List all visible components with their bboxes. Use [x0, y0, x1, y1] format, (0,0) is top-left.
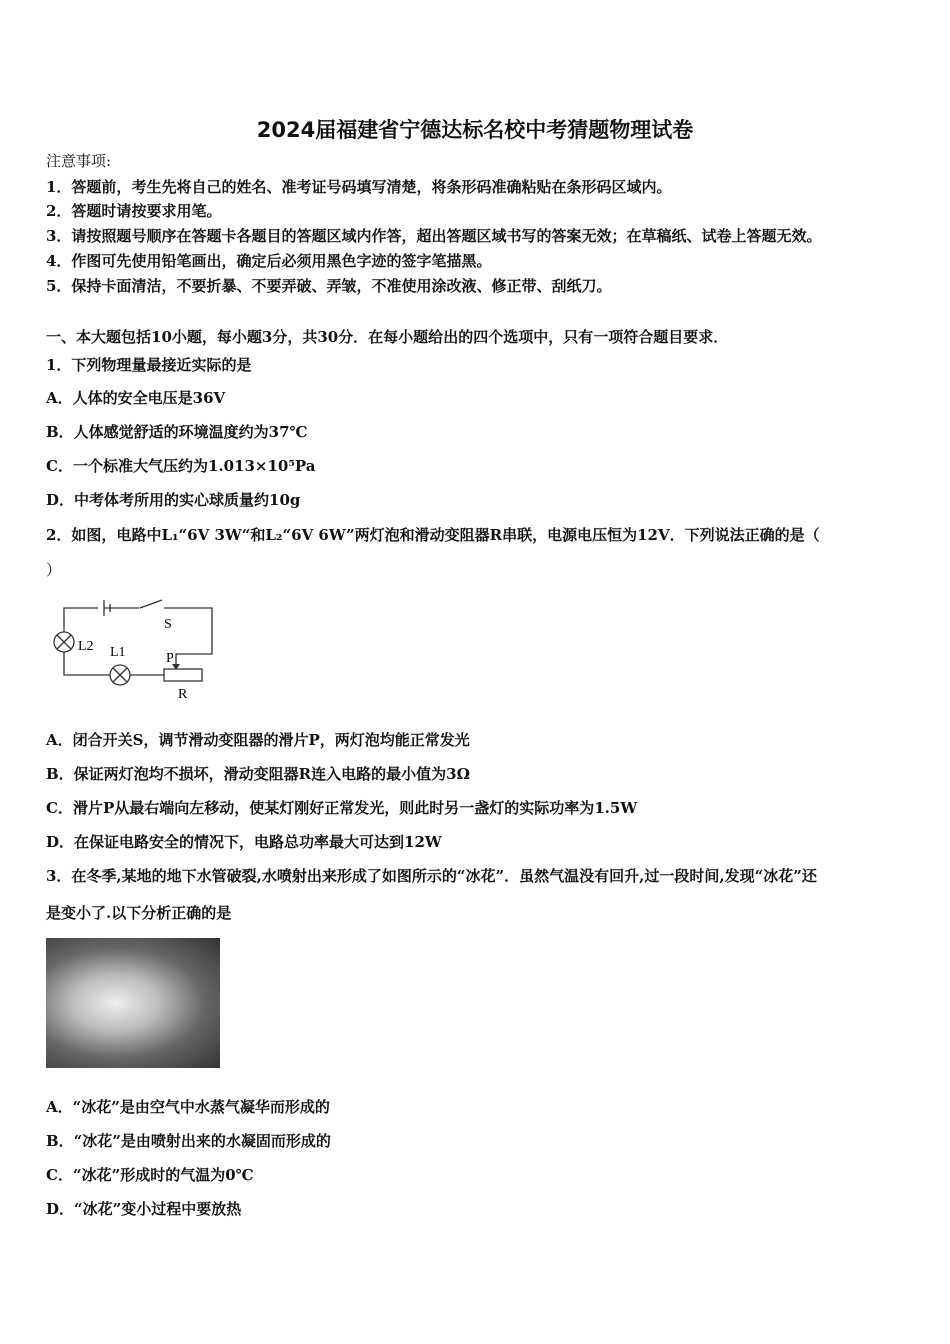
- notice-item: 3．请按照题号顺序在答题卡各题目的答题区域内作答，超出答题区域书写的答案无效；在草稿纸、试卷上答题无效。: [46, 227, 822, 245]
- page-title: 2024届福建省宁德达标名校中考猜题物理试卷: [256, 118, 694, 142]
- label-s: S: [164, 617, 172, 632]
- q3-option-a: A．“冰花”是由空气中水蒸气凝华而形成的: [46, 1098, 330, 1116]
- question-3-stem: 3．在冬季,某地的地下水管破裂,水喷射出来形成了如图所示的“冰花”．虽然气温没有回升,过一段时间,发现“冰花”还: [46, 867, 817, 885]
- label-l2: L2: [78, 639, 94, 654]
- question-3-stem-cont: 是变小了.以下分析正确的是: [46, 904, 232, 922]
- question-2-stem: 2．如图，电路中L₁“6V 3W“和L₂“6V 6W”两灯泡和滑动变阻器R串联，电源电压恒为12V．下列说法正确的是（: [46, 526, 820, 544]
- section-heading: 一、本大题包括10小题，每小题3分，共30分．在每小题给出的四个选项中，只有一项符合题目要求．: [46, 328, 729, 346]
- q2-option-a: A．闭合开关S，调节滑动变阻器的滑片P，两灯泡均能正常发光: [46, 731, 470, 749]
- notice-item: 5．保持卡面清洁，不要折暴、不要弄破、弄皱，不准使用涂改液、修正带、刮纸刀。: [46, 277, 612, 295]
- circuit-diagram: [44, 596, 224, 708]
- q1-option-c: C．一个标准大气压约为1.013×10⁵Pa: [46, 457, 316, 475]
- q3-option-c: C．“冰花”形成时的气温为0℃: [46, 1166, 254, 1184]
- label-p: P: [166, 651, 174, 666]
- question-1-stem: 1．下列物理量最接近实际的是: [46, 356, 252, 374]
- label-r: R: [178, 687, 188, 702]
- q2-option-b: B．保证两灯泡均不损坏，滑动变阻器R连入电路的最小值为3Ω: [46, 765, 470, 783]
- q3-option-d: D．“冰花”变小过程中要放热: [46, 1200, 242, 1218]
- notice-item: 2．答题时请按要求用笔。: [46, 202, 222, 220]
- ice-flower-photo: [46, 938, 220, 1068]
- notice-item: 4．作图可先使用铅笔画出，确定后必须用黑色字迹的签字笔描黑。: [46, 252, 492, 270]
- q1-option-d: D．中考体考所用的实心球质量约10g: [46, 491, 301, 509]
- q1-option-b: B．人体感觉舒适的环境温度约为37℃: [46, 423, 308, 441]
- q2-option-d: D．在保证电路安全的情况下，电路总功率最大可达到12W: [46, 833, 442, 851]
- question-2-stem-end: ）: [46, 561, 62, 579]
- q2-option-c: C．滑片P从最右端向左移动，使某灯刚好正常发光，则此时另一盏灯的实际功率为1.5W: [46, 799, 638, 817]
- notice-heading: 注意事项:: [46, 152, 112, 170]
- q3-option-b: B．“冰花”是由喷射出来的水凝固而形成的: [46, 1132, 331, 1150]
- notice-item: 1．答题前，考生先将自己的姓名、准考证号码填写清楚，将条形码准确粘贴在条形码区域内。: [46, 178, 672, 196]
- label-l1: L1: [110, 645, 126, 660]
- q1-option-a: A．人体的安全电压是36V: [46, 389, 226, 407]
